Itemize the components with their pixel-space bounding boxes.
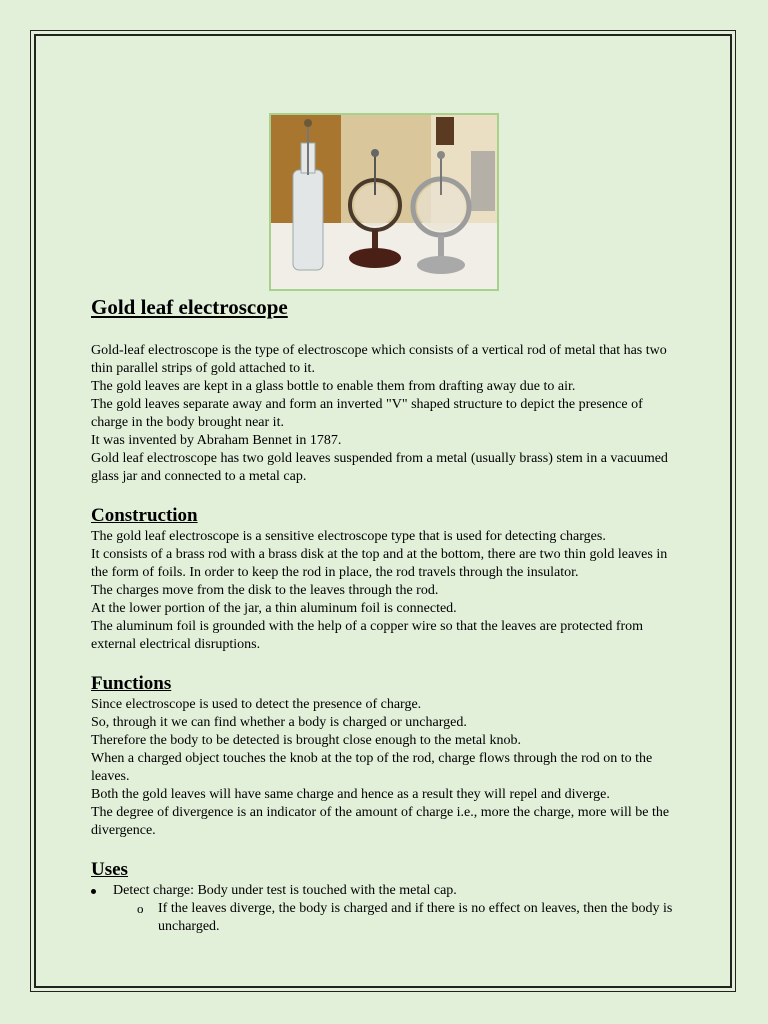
- construction-section: [91, 504, 681, 654]
- uses-section: [91, 858, 681, 936]
- sub-bullet-marker: o: [137, 901, 144, 916]
- sub-list-item: [91, 900, 681, 936]
- functions-section: [91, 672, 681, 840]
- functions-line: When a charged object touches the knob at the top of the rod, charge flows through the rod on to the leaves.: [91, 751, 653, 784]
- intro-section: [91, 342, 681, 486]
- functions-line: Therefore the body to be detected is brought close enough to the metal knob.: [91, 733, 521, 748]
- list-item: Detect charge: Body under test is touched with the metal cap.: [91, 882, 681, 900]
- functions-line: Since electroscope is used to detect the presence of charge.: [91, 697, 422, 712]
- sub-list-item-text: If the leaves diverge, the body is charged and if there is no effect on leaves, then the body is uncharged.: [158, 901, 673, 934]
- intro-line: Gold-leaf electroscope is the type of electroscope which consists of a vertical rod of metal that has two thin parallel strips of gold attached to it.: [91, 343, 667, 376]
- uses-list: [91, 882, 681, 936]
- functions-line: The degree of divergence is an indicator of the amount of charge i.e., more the charge, more will be the divergence.: [91, 805, 670, 838]
- intro-line: Gold leaf electroscope has two gold leaves suspended from a metal (usually brass) stem in a vacuumed glass jar and connected to a metal cap.: [91, 451, 668, 484]
- functions-line: Both the gold leaves will have same charge and hence as a result they will repel and diverge.: [91, 787, 610, 802]
- page-title: Gold leaf electroscope: [91, 295, 288, 319]
- construction-line: The gold leaf electroscope is a sensitive electroscope type that is used for detecting charges.: [91, 529, 606, 544]
- construction-line: It consists of a brass rod with a brass disk at the top and at the bottom, there are two thin gold leaves in the form of foils. In order to keep the rod in place, the rod travels through the insulator.: [91, 547, 668, 580]
- functions-heading: Functions: [91, 673, 172, 694]
- construction-line: At the lower portion of the jar, a thin aluminum foil is connected.: [91, 601, 457, 616]
- functions-line: So, through it we can find whether a body is charged or uncharged.: [91, 715, 467, 730]
- uses-heading: Uses: [91, 859, 128, 880]
- construction-heading: Construction: [91, 505, 198, 526]
- construction-line: The aluminum foil is grounded with the help of a copper wire so that the leaves are protected from external electrical disruptions.: [91, 619, 644, 652]
- construction-line: The charges move from the disk to the leaves through the rod.: [91, 583, 439, 598]
- document-body: [91, 292, 681, 936]
- intro-line: It was invented by Abraham Bennet in 1787.: [91, 433, 342, 448]
- electroscope-photo: [269, 113, 499, 291]
- intro-line: The gold leaves separate away and form an inverted "V" shaped structure to depict the presence of charge in the body brought near it.: [91, 397, 643, 430]
- electroscope-photo-image: [271, 115, 497, 289]
- intro-line: The gold leaves are kept in a glass bottle to enable them from drafting away due to air.: [91, 379, 576, 394]
